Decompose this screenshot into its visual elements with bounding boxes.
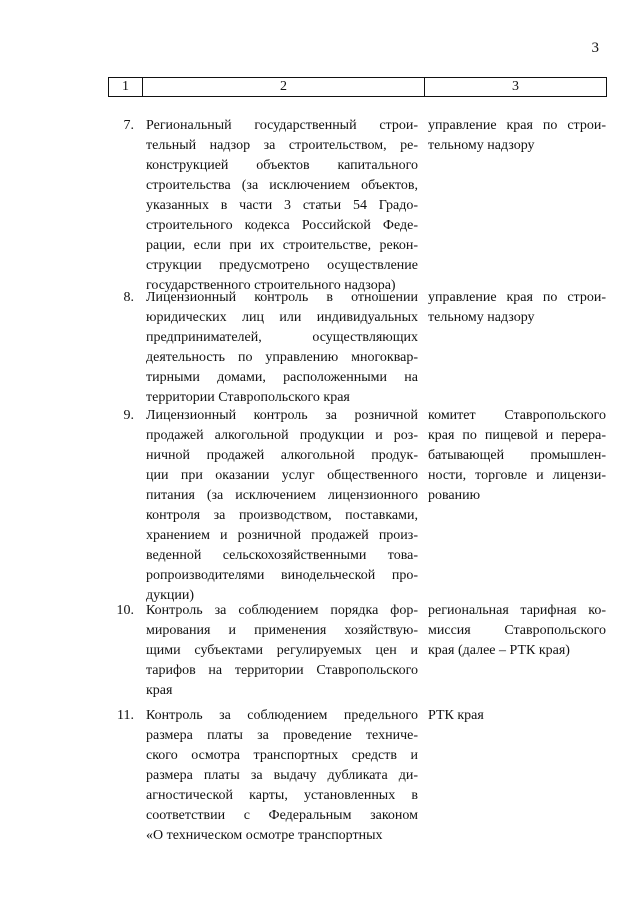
description-line: ского осмотра транспортных средств и [146, 748, 418, 763]
description-line: предпринимателей, осуществляющих [146, 330, 418, 345]
description-line: деятельность по управлению многоквар- [146, 350, 418, 365]
description-line: тельный надзор за строительством, ре- [146, 138, 418, 153]
description-line: «О техническом осмотре транспортных [146, 828, 383, 843]
description-line: Лицензионный контроль за розничной [146, 408, 418, 423]
description-line: Региональный государственный строи- [146, 118, 418, 133]
description-line: питания (за исключением лицензионного [146, 488, 418, 503]
description-line: контроля за производством, поставками, [146, 508, 418, 523]
responsible-line: рованию [428, 488, 481, 503]
description-line: размера платы за проведение техниче- [146, 728, 418, 743]
responsible-line: комитет Ставропольского [428, 408, 606, 423]
description-line: территории Ставропольского края [146, 390, 350, 405]
table-header [108, 77, 607, 97]
description-line: соответствии с Федеральным законом [146, 808, 418, 823]
entry-number: 7. [123, 118, 134, 133]
description-line: хранением и розничной продажей произ- [146, 528, 418, 543]
description-line: рации, если при их строительстве, рекон- [146, 238, 418, 253]
description-line: ничной продажей алкогольной продук- [146, 448, 418, 463]
table-header-row [109, 78, 607, 97]
description-line: мирования и применения хозяйствую- [146, 623, 418, 638]
description-line: строительства (за исключением объектов, [146, 178, 418, 193]
description-line: размера платы за выдачу дубликата ди- [146, 768, 418, 783]
responsible-line: батывающей промышлен- [428, 448, 606, 463]
description-line: щими субъектами регулируемых цен и [146, 643, 418, 658]
entry-number: 11. [117, 708, 134, 723]
description-line: Контроль за соблюдением порядка фор- [146, 603, 418, 618]
description-line: строительного кодекса Российской Феде- [146, 218, 418, 233]
column-header-3: 3 [425, 78, 607, 97]
responsible-line: РТК края [428, 708, 484, 723]
entry-responsible-body [428, 406, 606, 506]
description-line: Контроль за соблюдением предельного [146, 708, 418, 723]
entry-responsible-body [428, 116, 606, 156]
description-line: тарифов на территории Ставропольского [146, 663, 418, 678]
responsible-line: края (далее – РТК края) [428, 643, 570, 658]
entry-responsible-body [428, 706, 606, 726]
description-line: указанных в части 3 статьи 54 Градо- [146, 198, 418, 213]
responsible-line: управление края по строи- [428, 290, 606, 305]
entry-description [146, 601, 418, 701]
description-line: государственного строительного надзора) [146, 278, 396, 293]
responsible-line: тельному надзору [428, 310, 535, 325]
description-line: Лицензионный контроль в отношении [146, 290, 418, 305]
responsible-line: управление края по строи- [428, 118, 606, 133]
entry-number: 9. [123, 408, 134, 423]
entry-responsible-body [428, 601, 606, 661]
description-line: ции при оказании услуг общественного [146, 468, 418, 483]
description-line: тирными домами, расположенными на [146, 370, 418, 385]
description-line: агностической карты, установленных в [146, 788, 418, 803]
description-line: края [146, 683, 173, 698]
entry-responsible-body [428, 288, 606, 328]
description-line: конструкцией объектов капитального [146, 158, 418, 173]
responsible-line: тельному надзору [428, 138, 535, 153]
description-line: дукции) [146, 588, 195, 603]
page-number: 3 [591, 40, 599, 56]
description-line: продажей алкогольной продукции и роз- [146, 428, 418, 443]
entry-number: 8. [123, 290, 134, 305]
responsible-line: ности, торговле и лицензи- [428, 468, 606, 483]
entry-description [146, 706, 418, 846]
description-line: веденной сельскохозяйственными това- [146, 548, 418, 563]
entry-description [146, 288, 418, 408]
column-header-2: 2 [143, 78, 425, 97]
description-line: струкции предусмотрено осуществление [146, 258, 418, 273]
entry-number: 10. [116, 603, 134, 618]
column-header-1: 1 [109, 78, 143, 97]
responsible-line: миссия Ставропольского [428, 623, 606, 638]
entry-description [146, 406, 418, 606]
responsible-line: края по пищевой и перера- [428, 428, 606, 443]
description-line: ропроизводителями винодельческой про- [146, 568, 418, 583]
description-line: юридических лиц или индивидуальных [146, 310, 418, 325]
entry-description [146, 116, 418, 296]
responsible-line: региональная тарифная ко- [428, 603, 606, 618]
